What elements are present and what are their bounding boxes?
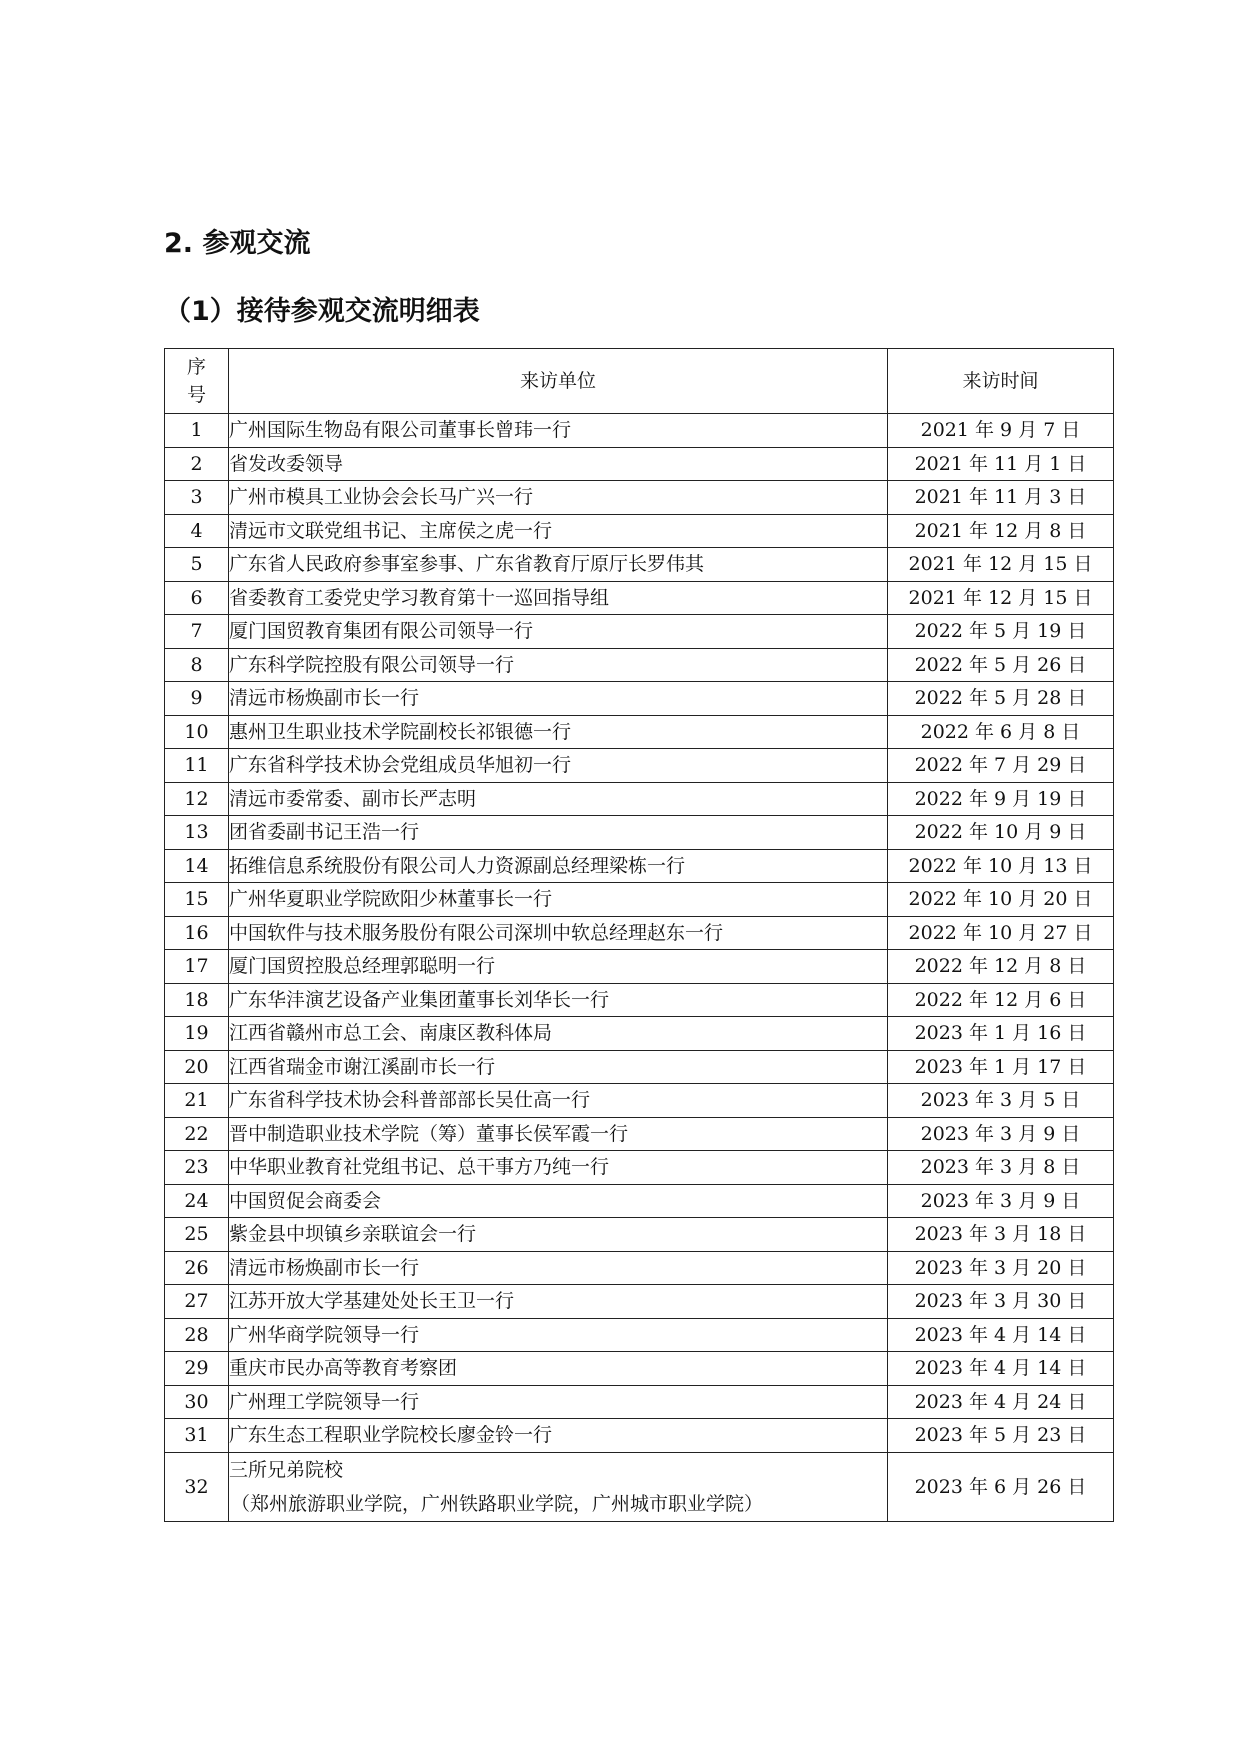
row-unit: 中华职业教育社党组书记、总干事方乃纯一行 — [229, 1151, 888, 1185]
row-no: 18 — [165, 983, 229, 1017]
row-date: 2022 年 12 月 8 日 — [888, 950, 1114, 984]
row-unit: 广州华商学院领导一行 — [229, 1318, 888, 1352]
header-no: 序号 — [165, 349, 229, 414]
row-no: 29 — [165, 1352, 229, 1386]
row-no: 3 — [165, 481, 229, 515]
row-date: 2021 年 12 月 15 日 — [888, 581, 1114, 615]
row-unit — [229, 1452, 888, 1521]
row-date: 2021 年 11 月 3 日 — [888, 481, 1114, 515]
row-no: 24 — [165, 1184, 229, 1218]
row-unit: 广东科学院控股有限公司领导一行 — [229, 648, 888, 682]
row-unit: 拓维信息系统股份有限公司人力资源副总经理梁栋一行 — [229, 849, 888, 883]
table-body — [165, 414, 1114, 1522]
row-unit: 广东生态工程职业学院校长廖金铃一行 — [229, 1419, 888, 1453]
row-date: 2023 年 5 月 23 日 — [888, 1419, 1114, 1453]
row-unit-line2: （郑州旅游职业学院，广州铁路职业学院，广州城市职业学院） — [231, 1492, 764, 1515]
row-date: 2022 年 10 月 13 日 — [888, 849, 1114, 883]
row-unit: 清远市杨焕副市长一行 — [229, 1251, 888, 1285]
table-row — [165, 581, 1114, 615]
table-row — [165, 1352, 1114, 1386]
row-unit: 广东省科学技术协会科普部部长吴仕高一行 — [229, 1084, 888, 1118]
row-date: 2022 年 5 月 19 日 — [888, 615, 1114, 649]
row-date: 2023 年 4 月 14 日 — [888, 1352, 1114, 1386]
table-row — [165, 849, 1114, 883]
table-row — [165, 816, 1114, 850]
table-row — [165, 1419, 1114, 1453]
row-date: 2023 年 4 月 14 日 — [888, 1318, 1114, 1352]
table-row — [165, 548, 1114, 582]
row-no: 4 — [165, 514, 229, 548]
row-date: 2023 年 3 月 9 日 — [888, 1117, 1114, 1151]
row-unit: 晋中制造职业技术学院（筹）董事长侯军霞一行 — [229, 1117, 888, 1151]
row-date: 2023 年 3 月 9 日 — [888, 1184, 1114, 1218]
row-no: 9 — [165, 682, 229, 716]
row-date: 2023 年 3 月 5 日 — [888, 1084, 1114, 1118]
row-no: 25 — [165, 1218, 229, 1252]
table-row — [165, 1151, 1114, 1185]
row-no: 31 — [165, 1419, 229, 1453]
table-row — [165, 1251, 1114, 1285]
row-date: 2023 年 4 月 24 日 — [888, 1385, 1114, 1419]
row-date: 2022 年 10 月 20 日 — [888, 883, 1114, 917]
row-unit: 清远市委常委、副市长严志明 — [229, 782, 888, 816]
row-unit: 广东华沣演艺设备产业集团董事长刘华长一行 — [229, 983, 888, 1017]
row-date: 2023 年 3 月 8 日 — [888, 1151, 1114, 1185]
table-row — [165, 481, 1114, 515]
table-title: （1）接待参观交流明细表 — [164, 296, 480, 327]
table-row — [165, 1385, 1114, 1419]
row-no: 7 — [165, 615, 229, 649]
row-unit: 江苏开放大学基建处处长王卫一行 — [229, 1285, 888, 1319]
row-date: 2021 年 11 月 1 日 — [888, 447, 1114, 481]
row-no: 8 — [165, 648, 229, 682]
table-row — [165, 648, 1114, 682]
row-no: 2 — [165, 447, 229, 481]
table-row — [165, 514, 1114, 548]
row-no: 13 — [165, 816, 229, 850]
row-date: 2021 年 9 月 7 日 — [888, 414, 1114, 448]
row-unit: 省委教育工委党史学习教育第十一巡回指导组 — [229, 581, 888, 615]
table-row — [165, 749, 1114, 783]
row-no: 5 — [165, 548, 229, 582]
table-row — [165, 883, 1114, 917]
row-unit: 广州理工学院领导一行 — [229, 1385, 888, 1419]
row-unit: 广东省人民政府参事室参事、广东省教育厅原厅长罗伟其 — [229, 548, 888, 582]
row-no: 10 — [165, 715, 229, 749]
row-date: 2023 年 3 月 20 日 — [888, 1251, 1114, 1285]
row-no: 32 — [165, 1452, 229, 1521]
row-no: 21 — [165, 1084, 229, 1118]
section-title: 2. 参观交流 — [164, 228, 311, 259]
header-unit: 来访单位 — [229, 349, 888, 414]
table-row — [165, 916, 1114, 950]
row-unit: 厦门国贸控股总经理郭聪明一行 — [229, 950, 888, 984]
table-row — [165, 1218, 1114, 1252]
table-row — [165, 715, 1114, 749]
row-no: 16 — [165, 916, 229, 950]
row-date: 2023 年 6 月 26 日 — [888, 1452, 1114, 1521]
table-row — [165, 950, 1114, 984]
row-date: 2022 年 10 月 9 日 — [888, 816, 1114, 850]
row-unit: 广州华夏职业学院欧阳少林董事长一行 — [229, 883, 888, 917]
table-row — [165, 1318, 1114, 1352]
row-date: 2022 年 12 月 6 日 — [888, 983, 1114, 1017]
row-unit-line1: 三所兄弟院校 — [229, 1458, 344, 1481]
row-no: 1 — [165, 414, 229, 448]
row-no: 6 — [165, 581, 229, 615]
row-unit: 江西省赣州市总工会、南康区教科体局 — [229, 1017, 888, 1051]
table-row — [165, 1184, 1114, 1218]
table-row — [165, 1017, 1114, 1051]
table-row — [165, 1117, 1114, 1151]
row-no: 26 — [165, 1251, 229, 1285]
table-header-row — [165, 349, 1114, 414]
row-unit: 广州国际生物岛有限公司董事长曾玮一行 — [229, 414, 888, 448]
table-row — [165, 1084, 1114, 1118]
table-row — [165, 1285, 1114, 1319]
row-date: 2022 年 7 月 29 日 — [888, 749, 1114, 783]
row-unit: 省发改委领导 — [229, 447, 888, 481]
table-row — [165, 615, 1114, 649]
row-no: 23 — [165, 1151, 229, 1185]
row-date: 2023 年 1 月 16 日 — [888, 1017, 1114, 1051]
table-row — [165, 983, 1114, 1017]
row-no: 11 — [165, 749, 229, 783]
row-date: 2021 年 12 月 15 日 — [888, 548, 1114, 582]
table-row — [165, 414, 1114, 448]
row-unit: 清远市文联党组书记、主席侯之虎一行 — [229, 514, 888, 548]
row-unit: 惠州卫生职业技术学院副校长祁银德一行 — [229, 715, 888, 749]
table-row — [165, 682, 1114, 716]
row-unit: 中国软件与技术服务股份有限公司深圳中软总经理赵东一行 — [229, 916, 888, 950]
row-unit: 中国贸促会商委会 — [229, 1184, 888, 1218]
row-unit: 厦门国贸教育集团有限公司领导一行 — [229, 615, 888, 649]
row-date: 2023 年 3 月 30 日 — [888, 1285, 1114, 1319]
row-date: 2022 年 9 月 19 日 — [888, 782, 1114, 816]
row-unit: 江西省瑞金市谢江溪副市长一行 — [229, 1050, 888, 1084]
row-date: 2023 年 1 月 17 日 — [888, 1050, 1114, 1084]
header-date: 来访时间 — [888, 349, 1114, 414]
table-row — [165, 782, 1114, 816]
row-unit: 紫金县中坝镇乡亲联谊会一行 — [229, 1218, 888, 1252]
table-row — [165, 447, 1114, 481]
row-date: 2022 年 10 月 27 日 — [888, 916, 1114, 950]
row-no: 12 — [165, 782, 229, 816]
row-unit: 广州市模具工业协会会长马广兴一行 — [229, 481, 888, 515]
row-date: 2021 年 12 月 8 日 — [888, 514, 1114, 548]
row-unit: 团省委副书记王浩一行 — [229, 816, 888, 850]
row-no: 17 — [165, 950, 229, 984]
visits-table — [164, 348, 1114, 1522]
row-no: 28 — [165, 1318, 229, 1352]
table-row — [165, 1452, 1114, 1521]
row-no: 27 — [165, 1285, 229, 1319]
row-no: 19 — [165, 1017, 229, 1051]
row-no: 15 — [165, 883, 229, 917]
row-no: 22 — [165, 1117, 229, 1151]
table-row — [165, 1050, 1114, 1084]
row-date: 2022 年 5 月 26 日 — [888, 648, 1114, 682]
row-unit: 广东省科学技术协会党组成员华旭初一行 — [229, 749, 888, 783]
row-no: 30 — [165, 1385, 229, 1419]
row-unit: 重庆市民办高等教育考察团 — [229, 1352, 888, 1386]
row-date: 2022 年 6 月 8 日 — [888, 715, 1114, 749]
row-no: 20 — [165, 1050, 229, 1084]
row-unit: 清远市杨焕副市长一行 — [229, 682, 888, 716]
row-no: 14 — [165, 849, 229, 883]
row-date: 2023 年 3 月 18 日 — [888, 1218, 1114, 1252]
row-date: 2022 年 5 月 28 日 — [888, 682, 1114, 716]
